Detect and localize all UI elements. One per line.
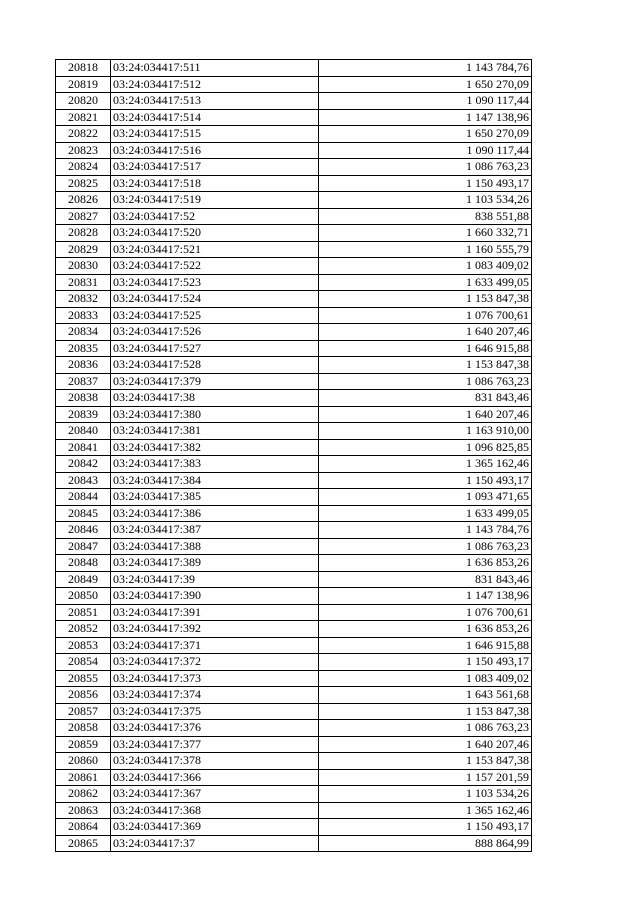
row-number-cell: 20825 (56, 175, 111, 192)
table-row (56, 159, 532, 176)
cadastral-value-cell: 1 153 847,38 (319, 357, 532, 374)
table-row (56, 291, 532, 308)
cadastral-number-cell: 03:24:034417:366 (111, 769, 319, 786)
cadastral-value-cell: 1 103 534,26 (319, 192, 532, 209)
row-number-cell: 20837 (56, 373, 111, 390)
table-row (56, 423, 532, 440)
row-number-cell: 20827 (56, 208, 111, 225)
table-row (56, 819, 532, 836)
cadastral-value-cell: 1 163 910,00 (319, 423, 532, 440)
cadastral-value-cell: 1 633 499,05 (319, 505, 532, 522)
cadastral-value-cell: 1 150 493,17 (319, 654, 532, 671)
table-row (56, 60, 532, 77)
cadastral-value-cell: 1 143 784,76 (319, 522, 532, 539)
table-row (56, 439, 532, 456)
cadastral-number-cell: 03:24:034417:371 (111, 637, 319, 654)
table-row (56, 373, 532, 390)
row-number-cell: 20847 (56, 538, 111, 555)
cadastral-value-cell: 1 093 471,65 (319, 489, 532, 506)
cadastral-number-cell: 03:24:034417:369 (111, 819, 319, 836)
cadastral-value-cell: 1 650 270,09 (319, 76, 532, 93)
table-row (56, 621, 532, 638)
table-row (56, 274, 532, 291)
cadastral-number-cell: 03:24:034417:383 (111, 456, 319, 473)
row-number-cell: 20842 (56, 456, 111, 473)
cadastral-number-cell: 03:24:034417:368 (111, 802, 319, 819)
table-row (56, 142, 532, 159)
table-row (56, 670, 532, 687)
row-number-cell: 20849 (56, 571, 111, 588)
cadastral-number-cell: 03:24:034417:520 (111, 225, 319, 242)
table-row (56, 538, 532, 555)
cadastral-value-cell: 1 150 493,17 (319, 175, 532, 192)
cadastral-value-cell: 1 633 499,05 (319, 274, 532, 291)
cadastral-number-cell: 03:24:034417:513 (111, 93, 319, 110)
row-number-cell: 20852 (56, 621, 111, 638)
row-number-cell: 20829 (56, 241, 111, 258)
cadastral-value-cell: 1 636 853,26 (319, 621, 532, 638)
row-number-cell: 20865 (56, 835, 111, 852)
table-row (56, 687, 532, 704)
cadastral-value-cell: 1 150 493,17 (319, 472, 532, 489)
cadastral-number-cell: 03:24:034417:526 (111, 324, 319, 341)
row-number-cell: 20862 (56, 786, 111, 803)
table-row (56, 637, 532, 654)
cadastral-value-cell: 1 103 534,26 (319, 786, 532, 803)
cadastral-value-cell: 1 365 162,46 (319, 802, 532, 819)
row-number-cell: 20863 (56, 802, 111, 819)
cadastral-value-cell: 1 076 700,61 (319, 307, 532, 324)
cadastral-value-cell: 1 643 561,68 (319, 687, 532, 704)
row-number-cell: 20858 (56, 720, 111, 737)
cadastral-value-cell: 1 640 207,46 (319, 324, 532, 341)
cadastral-number-cell: 03:24:034417:378 (111, 753, 319, 770)
cadastral-number-cell: 03:24:034417:379 (111, 373, 319, 390)
cadastral-value-cell: 831 843,46 (319, 571, 532, 588)
cadastral-number-cell: 03:24:034417:52 (111, 208, 319, 225)
table-row (56, 406, 532, 423)
table-row (56, 835, 532, 852)
cadastral-value-cell: 838 551,88 (319, 208, 532, 225)
row-number-cell: 20835 (56, 340, 111, 357)
cadastral-number-cell: 03:24:034417:519 (111, 192, 319, 209)
table-row (56, 225, 532, 242)
row-number-cell: 20840 (56, 423, 111, 440)
table-row (56, 604, 532, 621)
cadastral-number-cell: 03:24:034417:528 (111, 357, 319, 374)
cadastral-value-cell: 1 365 162,46 (319, 456, 532, 473)
table-row (56, 588, 532, 605)
cadastral-number-cell: 03:24:034417:512 (111, 76, 319, 93)
cadastral-number-cell: 03:24:034417:391 (111, 604, 319, 621)
cadastral-number-cell: 03:24:034417:522 (111, 258, 319, 275)
row-number-cell: 20826 (56, 192, 111, 209)
row-number-cell: 20856 (56, 687, 111, 704)
cadastral-number-cell: 03:24:034417:381 (111, 423, 319, 440)
table-row (56, 76, 532, 93)
cadastral-value-cell: 1 153 847,38 (319, 753, 532, 770)
table-row (56, 324, 532, 341)
row-number-cell: 20854 (56, 654, 111, 671)
cadastral-value-cell: 1 153 847,38 (319, 291, 532, 308)
cadastral-number-cell: 03:24:034417:524 (111, 291, 319, 308)
table-row (56, 307, 532, 324)
cadastral-value-cell: 1 153 847,38 (319, 703, 532, 720)
cadastral-number-cell: 03:24:034417:523 (111, 274, 319, 291)
row-number-cell: 20830 (56, 258, 111, 275)
cadastral-number-cell: 03:24:034417:377 (111, 736, 319, 753)
cadastral-value-cell: 1 160 555,79 (319, 241, 532, 258)
cadastral-value-cell: 1 090 117,44 (319, 142, 532, 159)
cadastral-value-cell: 1 086 763,23 (319, 538, 532, 555)
cadastral-value-cell: 1 086 763,23 (319, 373, 532, 390)
cadastral-number-cell: 03:24:034417:392 (111, 621, 319, 638)
cadastral-value-cell: 1 096 825,85 (319, 439, 532, 456)
cadastral-value-cell: 1 076 700,61 (319, 604, 532, 621)
cadastral-value-cell: 1 083 409,02 (319, 670, 532, 687)
row-number-cell: 20828 (56, 225, 111, 242)
row-number-cell: 20864 (56, 819, 111, 836)
cadastral-number-cell: 03:24:034417:386 (111, 505, 319, 522)
cadastral-number-cell: 03:24:034417:382 (111, 439, 319, 456)
row-number-cell: 20850 (56, 588, 111, 605)
row-number-cell: 20818 (56, 60, 111, 77)
table-row (56, 802, 532, 819)
table-row (56, 769, 532, 786)
cadastral-number-cell: 03:24:034417:37 (111, 835, 319, 852)
cadastral-number-cell: 03:24:034417:376 (111, 720, 319, 737)
cadastral-value-cell: 1 660 332,71 (319, 225, 532, 242)
cadastral-value-cell: 1 640 207,46 (319, 406, 532, 423)
cadastral-value-cell: 1 650 270,09 (319, 126, 532, 143)
table-row (56, 258, 532, 275)
cadastral-number-cell: 03:24:034417:375 (111, 703, 319, 720)
table-row (56, 456, 532, 473)
row-number-cell: 20859 (56, 736, 111, 753)
cadastral-value-cell: 1 090 117,44 (319, 93, 532, 110)
table-row (56, 505, 532, 522)
cadastral-number-cell: 03:24:034417:511 (111, 60, 319, 77)
table-body (56, 60, 532, 852)
table-row (56, 703, 532, 720)
row-number-cell: 20838 (56, 390, 111, 407)
row-number-cell: 20834 (56, 324, 111, 341)
cadastral-value-cell: 1 143 784,76 (319, 60, 532, 77)
cadastral-value-cell: 1 083 409,02 (319, 258, 532, 275)
cadastral-value-cell: 1 640 207,46 (319, 736, 532, 753)
row-number-cell: 20846 (56, 522, 111, 539)
table-row (56, 736, 532, 753)
row-number-cell: 20851 (56, 604, 111, 621)
cadastral-value-cell: 1 150 493,17 (319, 819, 532, 836)
table-row (56, 786, 532, 803)
row-number-cell: 20820 (56, 93, 111, 110)
row-number-cell: 20833 (56, 307, 111, 324)
row-number-cell: 20821 (56, 109, 111, 126)
cadastral-number-cell: 03:24:034417:380 (111, 406, 319, 423)
cadastral-value-cell: 1 646 915,88 (319, 340, 532, 357)
cadastral-value-table (55, 59, 532, 852)
row-number-cell: 20822 (56, 126, 111, 143)
row-number-cell: 20860 (56, 753, 111, 770)
row-number-cell: 20841 (56, 439, 111, 456)
cadastral-number-cell: 03:24:034417:390 (111, 588, 319, 605)
table-row (56, 654, 532, 671)
table-row (56, 390, 532, 407)
table-row (56, 522, 532, 539)
cadastral-value-cell: 888 864,99 (319, 835, 532, 852)
table-row (56, 555, 532, 572)
cadastral-number-cell: 03:24:034417:521 (111, 241, 319, 258)
cadastral-number-cell: 03:24:034417:367 (111, 786, 319, 803)
cadastral-number-cell: 03:24:034417:388 (111, 538, 319, 555)
cadastral-number-cell: 03:24:034417:385 (111, 489, 319, 506)
table-row (56, 192, 532, 209)
cadastral-number-cell: 03:24:034417:39 (111, 571, 319, 588)
row-number-cell: 20853 (56, 637, 111, 654)
cadastral-number-cell: 03:24:034417:527 (111, 340, 319, 357)
row-number-cell: 20843 (56, 472, 111, 489)
cadastral-value-cell: 831 843,46 (319, 390, 532, 407)
cadastral-value-cell: 1 147 138,96 (319, 588, 532, 605)
cadastral-number-cell: 03:24:034417:372 (111, 654, 319, 671)
row-number-cell: 20839 (56, 406, 111, 423)
cadastral-number-cell: 03:24:034417:38 (111, 390, 319, 407)
row-number-cell: 20836 (56, 357, 111, 374)
cadastral-value-cell: 1 646 915,88 (319, 637, 532, 654)
table-row (56, 753, 532, 770)
cadastral-value-cell: 1 086 763,23 (319, 720, 532, 737)
row-number-cell: 20824 (56, 159, 111, 176)
row-number-cell: 20844 (56, 489, 111, 506)
cadastral-value-cell: 1 157 201,59 (319, 769, 532, 786)
cadastral-number-cell: 03:24:034417:525 (111, 307, 319, 324)
table-row (56, 472, 532, 489)
table-row (56, 571, 532, 588)
table-row (56, 208, 532, 225)
row-number-cell: 20855 (56, 670, 111, 687)
cadastral-value-cell: 1 147 138,96 (319, 109, 532, 126)
cadastral-number-cell: 03:24:034417:516 (111, 142, 319, 159)
table-row (56, 126, 532, 143)
cadastral-number-cell: 03:24:034417:387 (111, 522, 319, 539)
row-number-cell: 20823 (56, 142, 111, 159)
table-row (56, 340, 532, 357)
row-number-cell: 20845 (56, 505, 111, 522)
row-number-cell: 20832 (56, 291, 111, 308)
table-row (56, 93, 532, 110)
row-number-cell: 20857 (56, 703, 111, 720)
row-number-cell: 20861 (56, 769, 111, 786)
cadastral-number-cell: 03:24:034417:515 (111, 126, 319, 143)
cadastral-number-cell: 03:24:034417:517 (111, 159, 319, 176)
cadastral-number-cell: 03:24:034417:514 (111, 109, 319, 126)
table-row (56, 241, 532, 258)
table-row (56, 489, 532, 506)
row-number-cell: 20819 (56, 76, 111, 93)
cadastral-number-cell: 03:24:034417:518 (111, 175, 319, 192)
cadastral-number-cell: 03:24:034417:374 (111, 687, 319, 704)
cadastral-value-cell: 1 086 763,23 (319, 159, 532, 176)
table-row (56, 357, 532, 374)
cadastral-number-cell: 03:24:034417:384 (111, 472, 319, 489)
row-number-cell: 20831 (56, 274, 111, 291)
table-row (56, 109, 532, 126)
cadastral-number-cell: 03:24:034417:373 (111, 670, 319, 687)
table-row (56, 175, 532, 192)
row-number-cell: 20848 (56, 555, 111, 572)
cadastral-value-cell: 1 636 853,26 (319, 555, 532, 572)
table-row (56, 720, 532, 737)
cadastral-number-cell: 03:24:034417:389 (111, 555, 319, 572)
